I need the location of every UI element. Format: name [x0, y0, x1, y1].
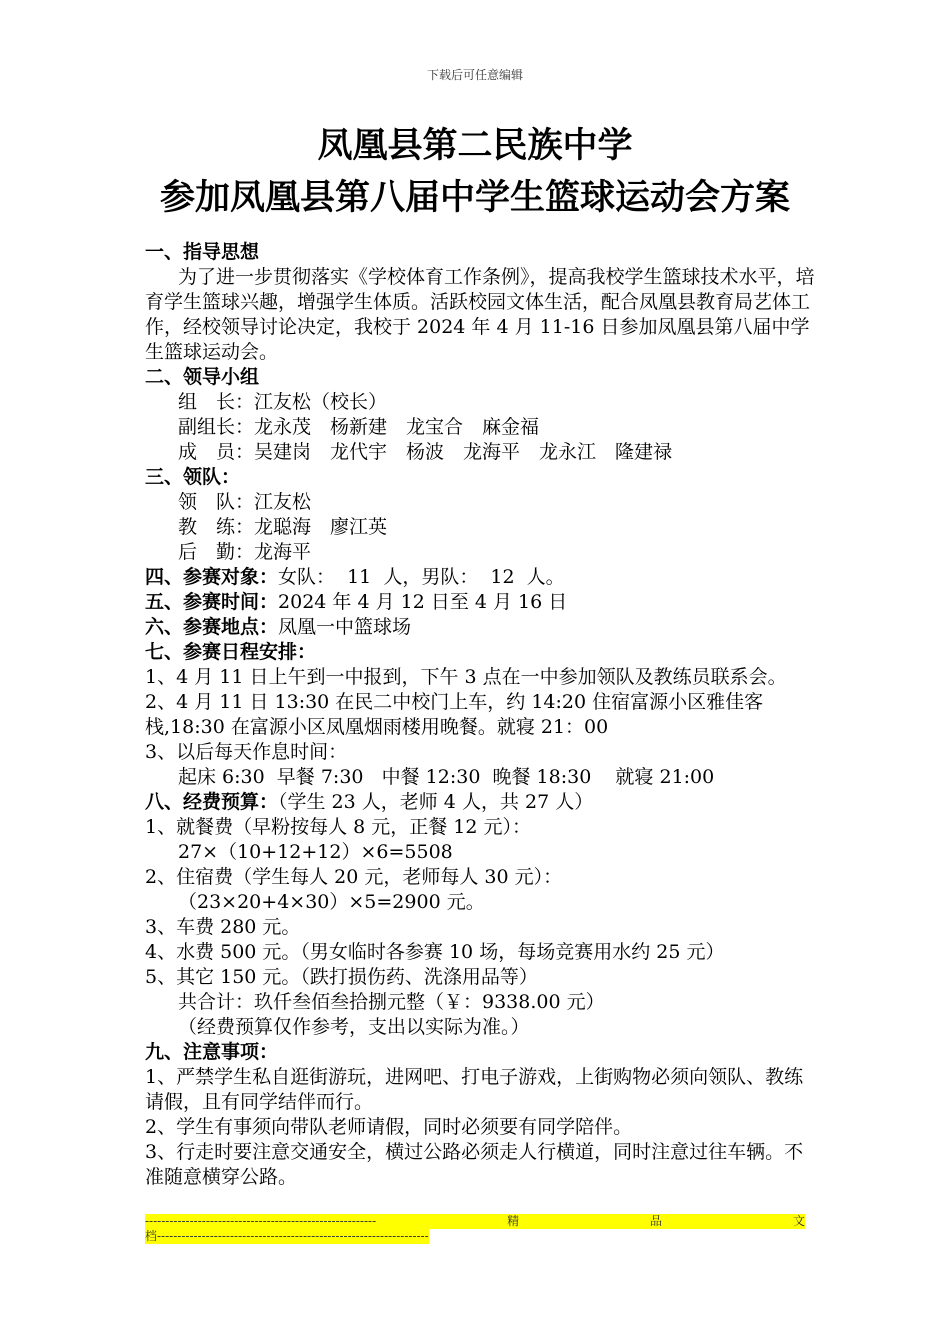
footer-char: 文 [792, 1214, 805, 1228]
team-leader-line: 教 练：龙聪海 廖江英 [178, 516, 388, 538]
budget-item: 4、水费 500 元。（男女临时各参赛 10 场，每场竞赛用水约 25 元） [145, 941, 725, 963]
competition-time-text: 2024 年 4 月 12 日至 4 月 16 日 [278, 591, 568, 613]
competition-time-line [145, 590, 815, 615]
budget-item: 3、车费 280 元。 [145, 916, 301, 938]
schedule-item: 1、4 月 11 日上午到一中报到，下午 3 点在一中参加领队及教练员联系会。 [145, 666, 787, 688]
section-heading-team-leaders: 三、领队： [145, 466, 241, 488]
footer-char: 精 [507, 1214, 520, 1228]
document-title-line2: 参加凤凰县第八届中学生篮球运动会方案 [159, 178, 790, 218]
leadership-line: 成 员：吴建岗 龙代宇 杨波 龙海平 龙永江 隆建禄 [178, 441, 673, 463]
section-heading-schedule: 七、参赛日程安排： [145, 641, 317, 663]
team-leader-line: 领 队：江友松 [178, 491, 312, 513]
section-heading-venue: 六、参赛地点： [145, 616, 279, 638]
section-heading-budget: 八、经费预算： [145, 791, 279, 813]
budget-item: 5、其它 150 元。（跌打损伤药、洗涤用品等） [145, 966, 538, 988]
budget-total: 共合计：玖仟叁佰叁拾捌元整（￥：9338.00 元） [178, 991, 605, 1013]
budget-item: 2、住宿费（学生每人 20 元，老师每人 30 元）： [145, 866, 563, 888]
schedule-item: 2、4 月 11 日 13:30 在民二中校门上车，约 14:20 住宿富源小区雅佳客栈,18:30 在富源小区凤凰烟雨楼用晚餐。就寝 21：00 [145, 691, 764, 738]
venue-text: 凤凰一中篮球场 [278, 616, 412, 638]
budget-item: 27×（10+12+12）×6=5508 [178, 841, 453, 863]
precaution-item: 1、严禁学生私自逛街游玩，进网吧、打电子游戏，上街购物必须向领队、教练请假，且有同学结伴而行。 [145, 1066, 804, 1113]
footer-char: 品 [650, 1214, 663, 1228]
participants-text: 女队： 11 人，男队： 12 人。 [278, 566, 565, 588]
leadership-line: 副组长：龙永茂 杨新建 龙宝合 麻金福 [178, 416, 540, 438]
footer-row-1 [145, 1214, 805, 1229]
budget-item: （23×20+4×30）×5=2900 元。 [178, 891, 485, 913]
budget-heading-note: （学生 23 人，老师 4 人，共 27 人） [278, 791, 594, 813]
header-note: 下载后可任意编辑 [426, 68, 523, 82]
document-body [145, 240, 815, 1190]
venue-line [145, 615, 815, 640]
section-heading-guiding-ideology: 一、指导思想 [145, 241, 260, 263]
budget-item: 1、就餐费（早粉按每人 8 元，正餐 12 元）： [145, 816, 532, 838]
footer-row-2: 档------------------------------------------------------------------- [145, 1229, 429, 1243]
schedule-item: 3、以后每天作息时间： [145, 741, 348, 763]
section-heading-leadership-group: 二、领导小组 [145, 366, 260, 388]
footer-watermark-bar [145, 1214, 805, 1244]
section-heading-participants: 四、参赛对象： [145, 566, 279, 588]
leadership-line: 组 长：江友松（校长） [178, 391, 388, 413]
budget-note: （经费预算仅作参考，支出以实际为准。） [178, 1016, 530, 1038]
document-title-line1: 凤凰县第二民族中学 [317, 126, 633, 166]
team-leader-line: 后 勤：龙海平 [178, 541, 312, 563]
participants-line [145, 565, 815, 590]
precaution-item: 3、行走时要注意交通安全，横过公路必须走人行横道，同时注意过往车辆。不准随意横穿公路。 [145, 1141, 804, 1188]
precaution-item: 2、学生有事须向带队老师请假，同时必须要有同学陪伴。 [145, 1116, 633, 1138]
section-heading-precautions: 九、注意事项： [145, 1041, 279, 1063]
section-heading-competition-time: 五、参赛时间： [145, 591, 279, 613]
guiding-ideology-paragraph: 为了进一步贯彻落实《学校体育工作条例》，提高我校学生篮球技术水平，培育学生篮球兴趣，增强学生体质。活跃校园文体生活，配合凤凰县教育局艺体工作，经校领导讨论决定，我校于 2024 年 4 月 11-16 日参加凤凰县第八届中学生篮球运动会。 [145, 266, 815, 363]
budget-heading-line [145, 790, 815, 815]
footer-dashes: --------------------------------------------------------- [145, 1214, 377, 1228]
daily-schedule: 起床 6:30 早餐 7:30 中餐 12:30 晚餐 18:30 就寝 21:00 [178, 766, 715, 788]
